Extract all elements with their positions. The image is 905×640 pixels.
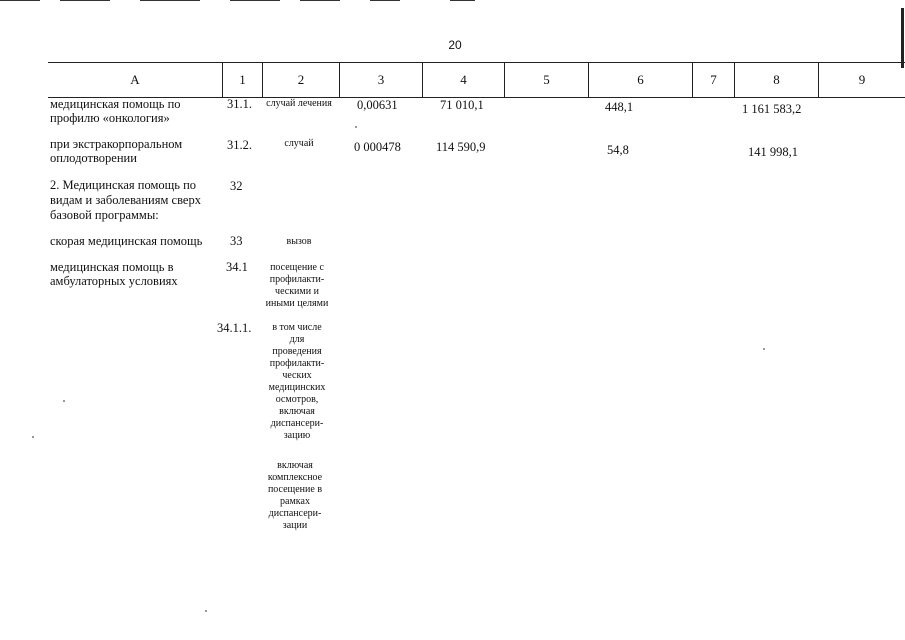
row-code: 31.1. <box>227 97 252 111</box>
row-name: скорая медицинская помощь <box>50 234 203 248</box>
row-name: 2. Медицинская помощь по видам и заболеваниям сверх базовой программы: <box>50 178 201 222</box>
page-edge-bar <box>901 8 904 68</box>
scan-speck <box>32 436 34 438</box>
header-cell-9: 9 <box>818 63 905 97</box>
row-code: 34.1 <box>226 260 248 274</box>
row-unit: включая комплексное посещение в рамках диспансери-зации <box>267 460 323 531</box>
row-name: медицинская помощь в амбулаторных условиях <box>50 260 178 288</box>
scan-speck <box>355 126 357 128</box>
row-code: 32 <box>230 179 243 193</box>
header-cell-6: 6 <box>588 63 692 97</box>
row-name: при экстракорпоральном оплодотворении <box>50 137 183 165</box>
header-cell-a: А <box>130 72 140 87</box>
row-col-6: 448,1 <box>605 100 634 114</box>
table-header-row <box>48 62 905 98</box>
header-cell-3: 3 <box>339 63 422 97</box>
row-col-3: 0,00631 <box>357 98 398 112</box>
top-edge-marks <box>0 0 905 4</box>
row-code: 33 <box>230 234 243 248</box>
header-cell-1: 1 <box>222 63 262 97</box>
row-unit: случай <box>284 138 314 149</box>
scan-speck <box>63 400 65 402</box>
scan-speck <box>205 610 207 612</box>
row-unit: случай лечения <box>266 98 332 109</box>
header-cell-7: 7 <box>692 63 734 97</box>
header-cell-8: 8 <box>734 63 818 97</box>
row-unit: вызов <box>286 236 312 247</box>
row-col-8: 141 998,1 <box>748 145 798 159</box>
row-code: 31.2. <box>227 138 252 152</box>
page-number: 20 <box>448 38 462 52</box>
scan-speck <box>763 348 765 350</box>
row-col-8: 1 161 583,2 <box>742 102 802 116</box>
row-name: медицинская помощь по профилю «онкология» <box>50 97 181 125</box>
row-col-4: 71 010,1 <box>440 98 484 112</box>
header-cell-2: 2 <box>262 63 339 97</box>
row-unit: в том числе для проведения профилакти-ческих медицинских осмотров, включая диспансери-зацию <box>268 322 326 441</box>
row-code: 34.1.1. <box>217 321 252 335</box>
row-col-6: 54,8 <box>607 143 629 157</box>
row-col-4: 114 590,9 <box>436 140 486 154</box>
row-unit: посещение с профилакти-ческими и иными целями <box>265 262 329 309</box>
header-cell-5: 5 <box>504 63 588 97</box>
header-cell-4: 4 <box>422 63 504 97</box>
row-col-3: 0 000478 <box>354 140 401 154</box>
